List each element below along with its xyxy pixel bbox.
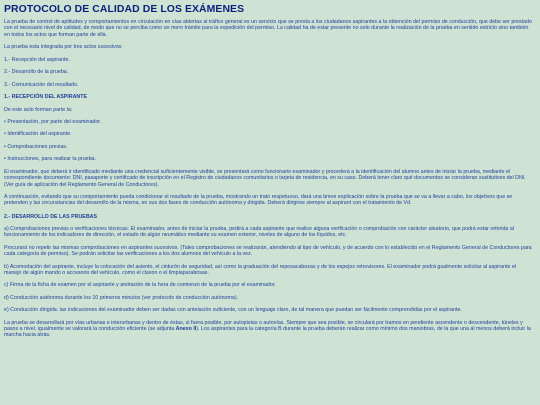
intro-paragraph: La prueba de control de aptitudes y comportamientos en circulación en vías abiertas al tráfico general es un servicio que se presta a los ciudadanos aspirantes a la obtención del permiso de conducción, que debe ser prestado con el necesario nivel de calidad, de modo que no se perciba como un mero trámite para la expedición del permiso. La calidad ha de estar presente no solo durante la realización de la prueba en sentido estricto sino también en todos los actos que forman parte de ella. <box>4 19 532 38</box>
section-2-route-paragraph <box>4 320 534 339</box>
part-item: • Identificación del aspirante. <box>4 131 72 138</box>
part-item: • Instrucciones, para realizar la prueba. <box>4 156 96 163</box>
section-1-paragraph-identification: El examinador, que deberá ir identificado mediante una credencial suficientemente visible, se presentará como funcionario examinador y procederá a la identificación del alumno antes de iniciar la prueba, mediante el correspondiente documento: DNI, pasaporte y certificado de inscripción en el Registro de ciudadanos comunitarios o tarjeta de residencia, en su caso. Deberá tener claro qué documentos se consideran sustitutivos del DNI. (Ver guía de aplicación del Reglamento General de Conductores). <box>4 168 526 188</box>
section-2-item-b: b) Acomodación del aspirante, incluye la colocación del asiento, el cinturón de seguridad, así como la graduación del reposacabezas y de los espejos retrovisores. El examinador podrá gualmente solicitar al aspirante el manejo de algún mando o accesorio del vehículo, como el claxon o el limpiaparabrisas. <box>4 263 517 276</box>
route-text-end: ). Los aspirantes para la categoría B durante la prueba deberán realizar como mínimo dos maniobras, de la que una al menos deberá incluir la marcha hacia atrás. <box>4 326 531 339</box>
structure-intro: La prueba esta integrada por tres actos sucesivos: <box>4 44 123 51</box>
section-2-item-a-continued: Procurará no repetir las mismas comprobaciones en aspirantes sucesivos. (Tales comprobaciones se realizarán, atendiendo al tipo de vehículo, y de acuerdo con lo establecido en el Reglamento General de Conductores para cada categoría de permiso). Se podrán solicitar las verificaciones a los dos alumnos del vehículo a la vez. <box>4 244 532 258</box>
act-item: 3.- Comunicación del resultado. <box>4 81 79 88</box>
section-1-title: 1.- RECEPCIÓN DEL ASPIRANTE <box>4 94 87 101</box>
annex-reference: Anexo II <box>175 326 197 333</box>
section-1-parts-intro: De este acto forman parte la: <box>4 106 73 113</box>
document-body <box>4 4 534 339</box>
section-2-item-a: a) Comprobaciones previas o verificaciones técnicas: El examinador, antes de iniciar la prueba, pedirá a cada aspirante que realice alguna verificación o comprobación con carácter aleatorio, que podrá estar referida al funcionamiento de los indicadores de dirección, el estado de algún neumático mediante su examen exterior, niveles de alguno de los líquidos, etc. <box>4 226 514 239</box>
section-1-paragraph-explanation: A continuación, evitando que su comportamiento pueda condicionar el resultado de la prueba, mostrando un trato respetuoso, dará una breve explicación sobre la prueba que se va a llevar a cabo, los objetivos que se pretenden y las circunstancias del desarrollo de la misma, en sus dos fases de conducción autónoma y dirigida. Deberá dirigirse siempre al aspirant con el tratamiento de Vd. <box>4 194 513 207</box>
page-title: PROTOCOLO DE CALIDAD DE LOS EXÁMENES <box>4 4 245 15</box>
section-2-title: 2.- DESARROLLO DE LAS PRUEBAS <box>4 213 97 220</box>
section-2-item-e: e) Conducción dirigida: las indicaciones del examinador deben ser dadas con antelación suficiente, con un lenguaje claro, de tal manera que puedan ser fácilmente comprendidas por el aspirante. <box>4 307 462 314</box>
route-text-start: La prueba se desarrollará por vías urbanas e interurbanas y dentro de éstas, si fuera posible, por autopistas o autovías. Siempre que sea posible, se circulará por tramos en pendiente ascendente o descendente, túneles y pasos a nivel, igualmente se valorará la conducción eficiente (se adjunta <box>4 319 523 333</box>
part-item: • Comprobaciones previas. <box>4 143 68 150</box>
part-item: • Presentación, por parte del examinador. <box>4 118 102 125</box>
section-2-item-d: d) Conducción autónoma durante los 10 primeros minutos (ver protocolo de conducción autónoma). <box>4 294 239 301</box>
act-item: 2.- Desarrollo de la prueba. <box>4 69 69 76</box>
act-item: 1.- Recepción del aspirante. <box>4 56 70 63</box>
section-2-item-c: c) Firma de la ficha de examen por el aspirante y anotación de la hora de comienzo de la prueba por el examinador. <box>4 282 276 289</box>
